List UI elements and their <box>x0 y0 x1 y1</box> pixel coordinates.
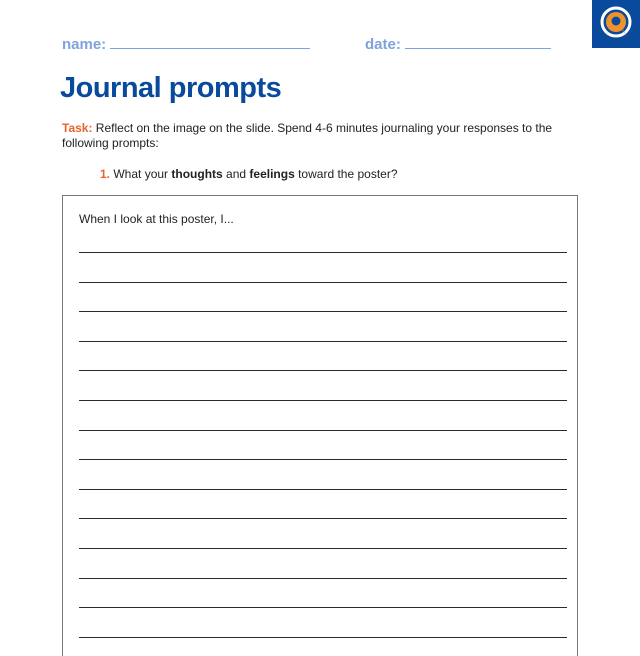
task-instructions <box>62 121 582 151</box>
prompt-text: What your <box>110 167 172 181</box>
name-blank-line[interactable] <box>110 36 310 49</box>
date-field[interactable] <box>365 36 551 53</box>
task-text: Reflect on the image on the slide. Spend 4-6 minutes journaling your responses to the following prompts: <box>62 121 553 150</box>
writing-line[interactable] <box>79 578 567 579</box>
writing-line[interactable] <box>79 341 567 342</box>
prompt-text: toward the poster? <box>294 167 398 181</box>
writing-line[interactable] <box>79 311 567 312</box>
response-lead-text: When I look at this poster, I... <box>79 212 234 226</box>
writing-line[interactable] <box>79 548 567 549</box>
date-blank-line[interactable] <box>405 36 551 49</box>
brand-logo <box>592 0 640 48</box>
writing-line[interactable] <box>79 518 567 519</box>
page-title: Journal prompts <box>60 72 282 104</box>
name-label: name: <box>62 36 107 53</box>
writing-line[interactable] <box>79 489 567 490</box>
q-logo-icon <box>592 0 640 48</box>
prompt-text: and <box>222 167 250 181</box>
writing-line[interactable] <box>79 430 567 431</box>
writing-line[interactable] <box>79 282 567 283</box>
name-field[interactable] <box>62 36 310 53</box>
writing-line[interactable] <box>79 637 567 638</box>
writing-line[interactable] <box>79 607 567 608</box>
writing-line[interactable] <box>79 252 567 253</box>
prompt-number: 1. <box>100 167 111 181</box>
prompt-1 <box>100 167 398 181</box>
prompt-emphasis-thoughts: thoughts <box>171 167 223 181</box>
writing-line[interactable] <box>79 400 567 401</box>
response-box[interactable] <box>62 195 578 656</box>
prompt-emphasis-feelings: feelings <box>249 167 295 181</box>
date-label: date: <box>365 36 401 53</box>
writing-line[interactable] <box>79 459 567 460</box>
task-label: Task: <box>62 121 93 135</box>
writing-line[interactable] <box>79 370 567 371</box>
